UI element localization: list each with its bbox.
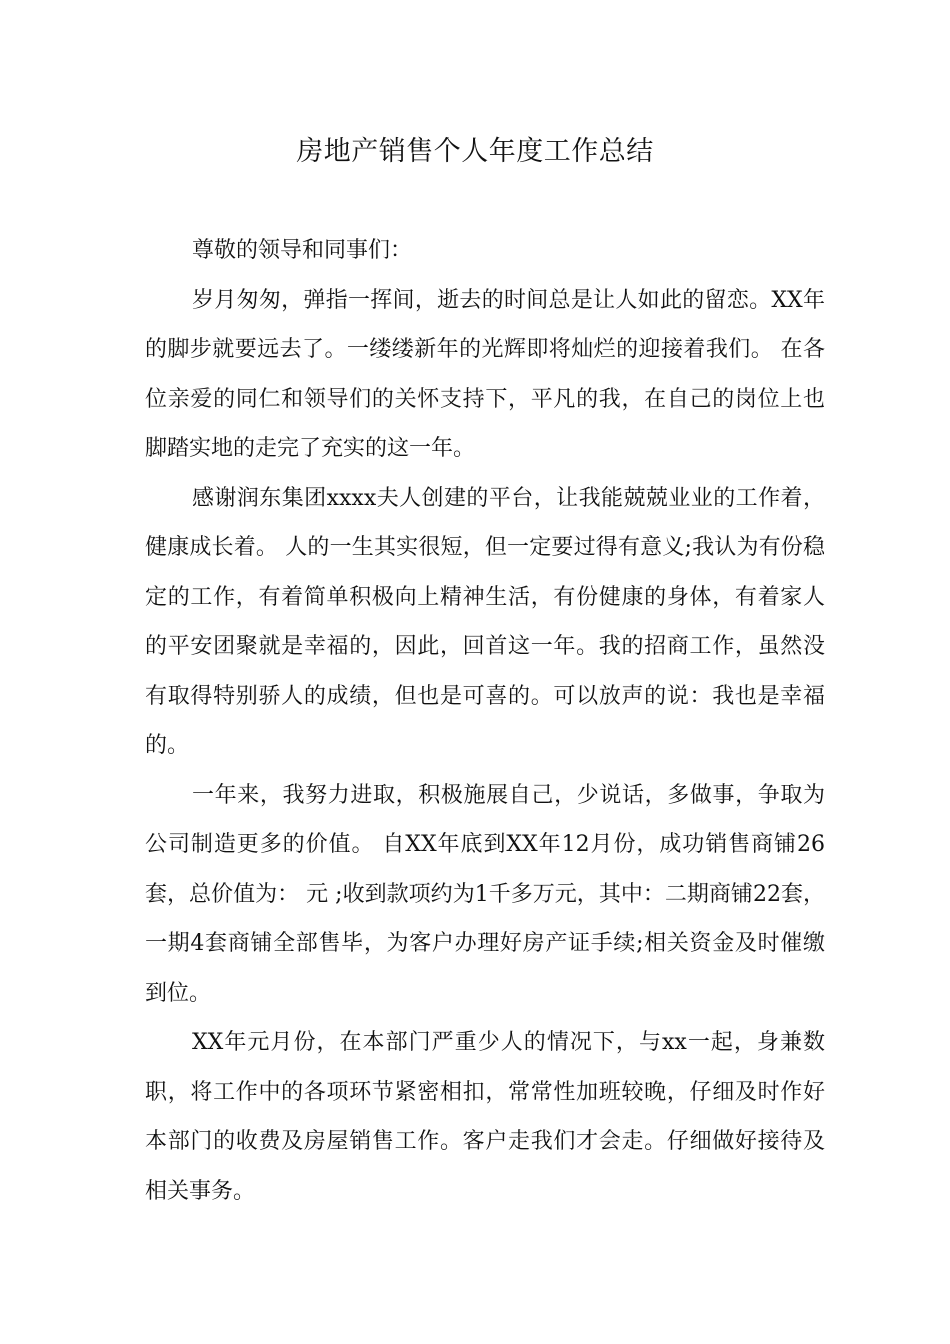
paragraph-gratitude: 感谢润东集团xxxx夫人创建的平台，让我能兢兢业业的工作着，健康成长着。 人的一生其实很短，但一定要过得有意义;我认为有份稳定的工作，有着简单积极向上精神生活，有份健康的身体，有着家人的平安团聚就是幸福的，因此，回首这一年。我的招商工作，虽然没有取得特别骄人的成绩，但也是可喜的。可以放声的说：我也是幸福的。 <box>145 485 825 758</box>
document-title: 房地产销售个人年度工作总结 <box>296 136 654 167</box>
document-body <box>145 226 825 1216</box>
salutation: 尊敬的领导和同事们： <box>192 238 413 263</box>
paragraph-sales-results: 一年来，我努力进取，积极施展自己，少说话，多做事，争取为公司制造更多的价值。 自XX年底到XX年12月份，成功销售商铺26套，总价值为： 元 ;收到款项约为1千多万元，其中：二期商铺22套，一期4套商铺全部售毕，为客户办理好房产证手续;相关资金及时催缴到位。 <box>145 782 825 1006</box>
paragraph-intro: 岁月匆匆，弹指一挥间，逝去的时间总是让人如此的留恋。XX年的脚步就要远去了。一缕缕新年的光辉即将灿烂的迎接着我们。 在各位亲爱的同仁和领导们的关怀支持下，平凡的我，在自己的岗位上也脚踏实地的走完了充实的这一年。 <box>145 287 825 461</box>
paragraph-january-work: XX年元月份，在本部门严重少人的情况下，与xx一起，身兼数职，将工作中的各项环节紧密相扣，常常性加班较晚，仔细及时作好本部门的收费及房屋销售工作。客户走我们才会走。仔细做好接待及相关事务。 <box>145 1030 825 1204</box>
